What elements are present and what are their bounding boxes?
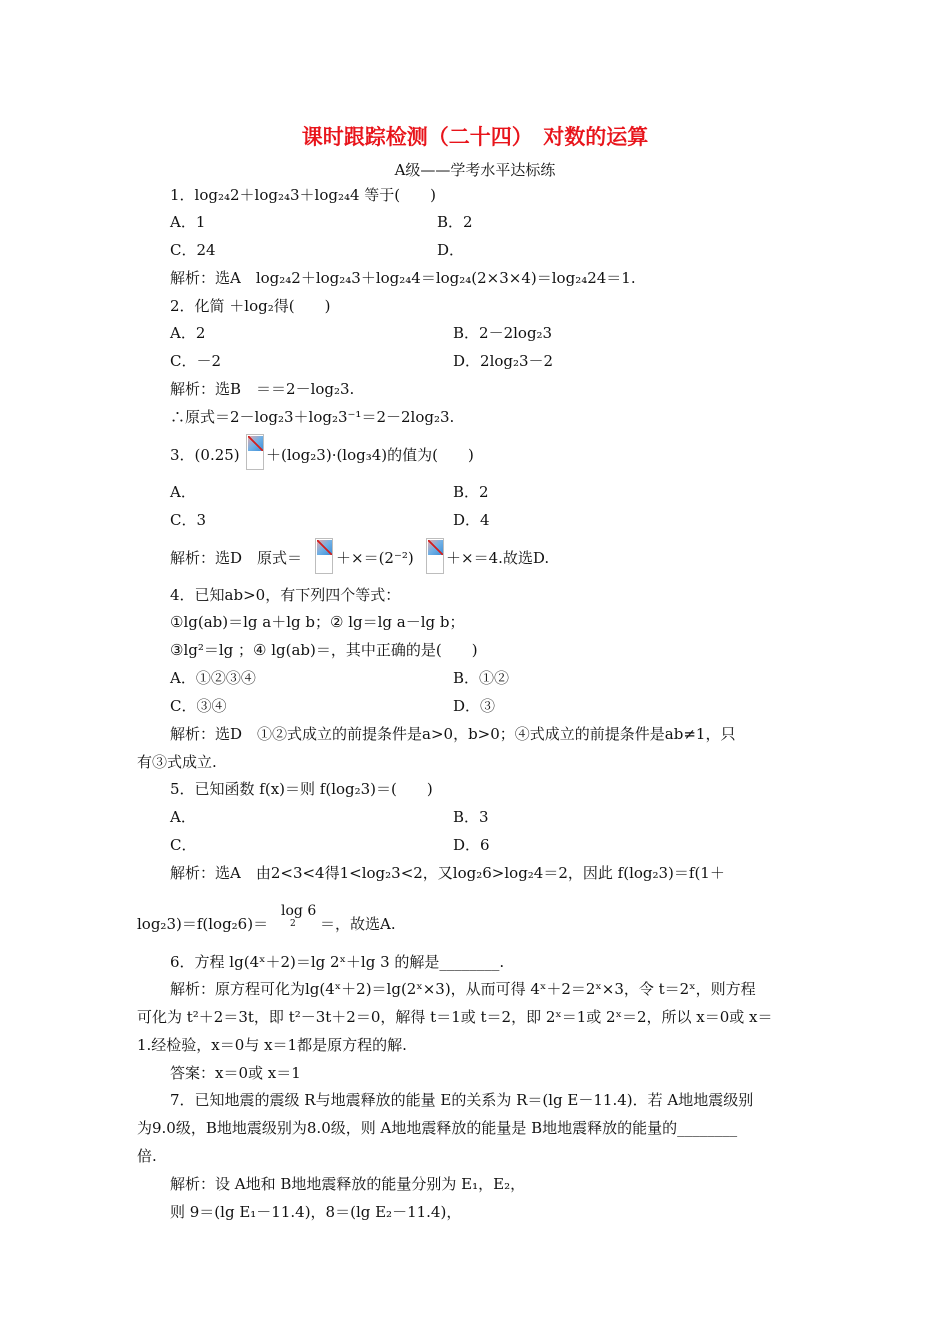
broken-image-icon [315,538,333,574]
q7-stem-line2: 为9.0级，B地地震级别为8.0级，则 A地地震释放的能量是 B地地震释放的能量的________ [137,1119,738,1137]
q7-stem-line1: 7．已知地震的震级 R与地震释放的能量 E的关系为 R＝(lg E－11.4)．若 A地地震级别 [170,1091,754,1109]
q4-option-d: D．③ [453,697,496,715]
q2-solution: 解析：选B ＝＝2－log₂3. [170,380,355,398]
q1-option-c: C．24 [170,241,216,259]
q6-answer: 答案：x＝0或 x＝1 [170,1064,301,1082]
q1-option-a: A．1 [170,213,206,231]
q1-stem: 1．log₂₄2＋log₂₄3＋log₂₄4 等于( ) [170,186,437,204]
q4-stem: 4．已知ab>0，有下列四个等式： [170,586,401,604]
q5-fraction-subscript: 2 [290,919,296,929]
broken-image-icon [246,434,264,470]
section-heading: A级——学考水平达标练 [394,161,556,179]
q7-solution-line2: 则 9＝(lg E₁－11.4)，8＝(lg E₂－11.4)， [170,1203,462,1221]
q1-option-d: D． [437,241,465,259]
q2-conclusion: ∴原式＝2－log₂3＋log₂3⁻¹＝2－2log₂3. [170,408,455,426]
q4-solution-line1: 解析：选D ①②式成立的前提条件是a>0，b>0；④式成立的前提条件是ab≠1，只 [170,725,736,743]
q6-solution-line1: 解析：原方程可化为lg(4ˣ＋2)＝lg(2ˣ×3)，从而可得 4ˣ＋2＝2ˣ×3，令 t＝2ˣ，则方程 [170,980,756,998]
broken-image-icon [426,538,444,574]
q5-fraction-numerator: log 6 [281,903,317,919]
q1-option-b: B．2 [437,213,473,231]
q6-solution-line3: 1.经检验，x＝0与 x＝1都是原方程的解. [137,1036,407,1054]
q7-stem-line3: 倍. [137,1147,157,1165]
q5-solution-line2b: ＝，故选A. [320,915,396,933]
q6-solution-line2: 可化为 t²＋2＝3t，即 t²－3t＋2＝0，解得 t＝1或 t＝2，即 2ˣ＝1或 2ˣ＝2，所以 x＝0或 x＝ [137,1008,773,1026]
q2-option-c: C．－2 [170,352,222,370]
q4-option-c: C．③④ [170,697,227,715]
q7-solution-line1: 解析：设 A地和 B地地震释放的能量分别为 E₁，E₂， [170,1175,526,1193]
q5-option-d: D．6 [453,836,490,854]
q4-solution-line2: 有③式成立. [137,753,217,771]
q3-stem-prefix: 3．(0.25) [170,446,240,464]
q2-option-b: B．2－2log₂3 [453,324,553,342]
q3-option-d: D．4 [453,511,490,529]
q5-option-b: B．3 [453,808,489,826]
q4-equations-2: ③lg²＝lg ；④ lg(ab)＝，其中正确的是( ) [170,641,478,659]
q6-stem: 6．方程 lg(4ˣ＋2)＝lg 2ˣ＋lg 3 的解是________. [170,953,505,971]
q2-option-a: A．2 [170,324,206,342]
q4-equations-1: ①lg(ab)＝lg a＋lg b；② lg＝lg a－lg b； [170,613,465,631]
q3-option-b: B．2 [453,483,489,501]
q3-option-c: C．3 [170,511,207,529]
q3-stem-suffix: ＋(log₂3)·(log₃4)的值为( ) [266,446,474,464]
q2-stem: 2．化简 ＋log₂得( ) [170,297,331,315]
q4-option-b: B．①② [453,669,510,687]
q3-option-a: A． [170,483,196,501]
q5-solution-line1: 解析：选A 由2<3<4得1<log₂3<2，又log₂6>log₂4＝2，因此 f(log₂3)＝f(1＋ [170,864,725,882]
q3-solution-part2: ＋×＝(2⁻²) [336,549,414,567]
q5-option-c: C． [170,836,197,854]
page-title: 课时跟踪检测（二十四） 对数的运算 [301,125,649,149]
q3-solution-part1: 解析：选D 原式＝ [170,549,303,567]
q4-option-a: A．①②③④ [170,669,256,687]
q2-option-d: D．2log₂3－2 [453,352,554,370]
q5-solution-line2a: log₂3)＝f(log₂6)＝ [137,915,269,933]
q3-solution-part3: ＋×＝4.故选D. [446,549,550,567]
q1-solution: 解析：选A log₂₄2＋log₂₄3＋log₂₄4＝log₂₄(2×3×4)＝log₂₄24＝1. [170,269,636,287]
q5-stem: 5．已知函数 f(x)＝则 f(log₂3)＝( ) [170,780,433,798]
q5-option-a: A． [170,808,196,826]
